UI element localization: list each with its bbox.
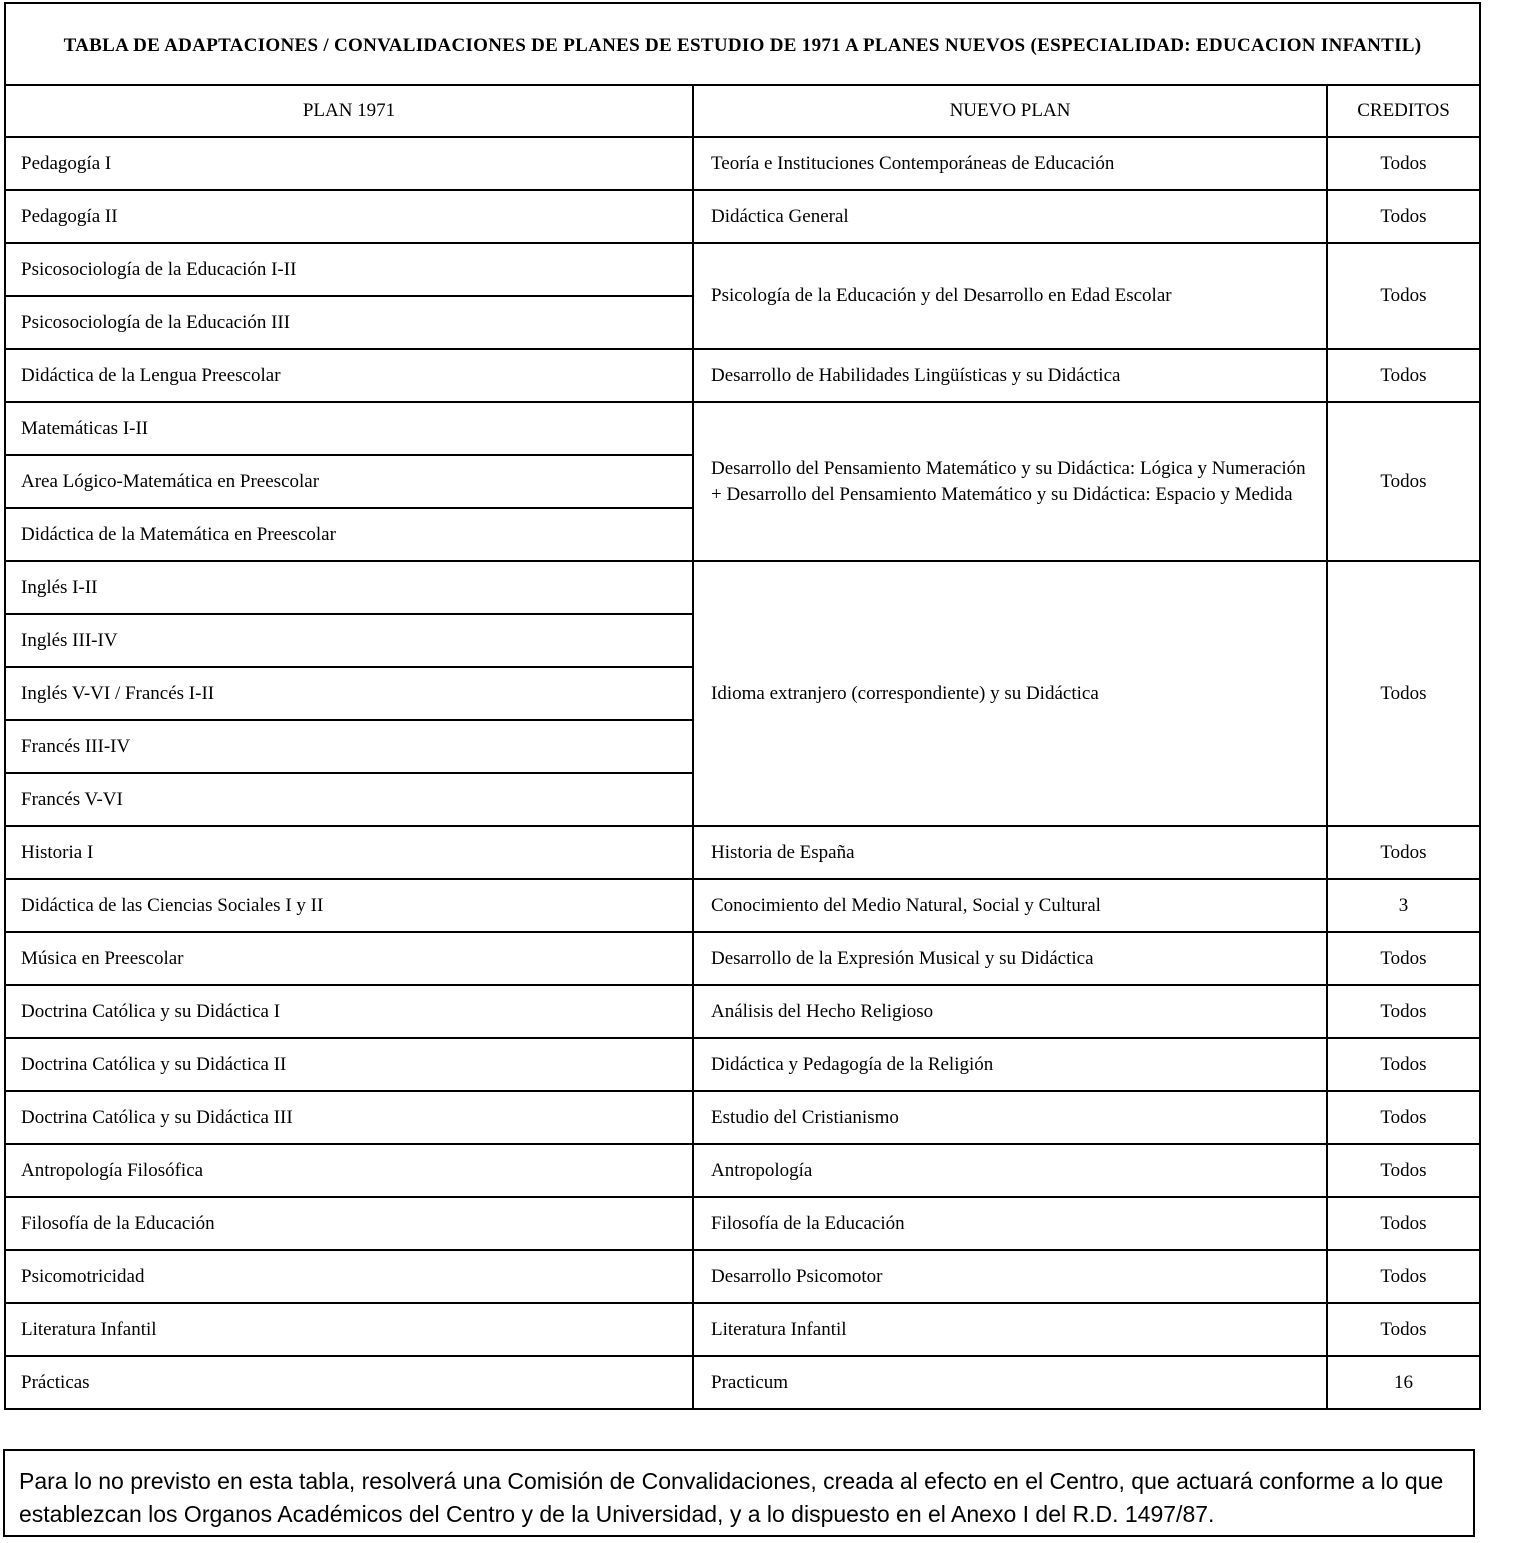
new-plan-subject: Estudio del Cristianismo: [693, 1091, 1327, 1144]
table-row: [5, 826, 1480, 879]
credits-value: Todos: [1327, 985, 1480, 1038]
old-plan-subject: Inglés V-VI / Francés I-II: [5, 667, 693, 720]
old-plan-subject: Literatura Infantil: [5, 1303, 693, 1356]
new-plan-subject: Practicum: [693, 1356, 1327, 1409]
new-plan-subject: Análisis del Hecho Religioso: [693, 985, 1327, 1038]
table-row: [5, 1038, 1480, 1091]
table-row: [5, 1303, 1480, 1356]
old-plan-subject: Inglés I-II: [5, 561, 693, 614]
credits-value: Todos: [1327, 349, 1480, 402]
credits-value: Todos: [1327, 190, 1480, 243]
table-row: [5, 1091, 1480, 1144]
table-row: [5, 190, 1480, 243]
credits-value: Todos: [1327, 137, 1480, 190]
old-plan-subject: Didáctica de la Matemática en Preescolar: [5, 508, 693, 561]
credits-value: Todos: [1327, 1091, 1480, 1144]
old-plan-subject: Matemáticas I-II: [5, 402, 693, 455]
old-plan-subject: Doctrina Católica y su Didáctica III: [5, 1091, 693, 1144]
old-plan-subject: Doctrina Católica y su Didáctica II: [5, 1038, 693, 1091]
table-row: [5, 1197, 1480, 1250]
credits-value: 3: [1327, 879, 1480, 932]
old-plan-subject: Filosofía de la Educación: [5, 1197, 693, 1250]
table-body: [5, 137, 1480, 1409]
credits-value: Todos: [1327, 243, 1480, 349]
credits-value: Todos: [1327, 1303, 1480, 1356]
credits-value: Todos: [1327, 932, 1480, 985]
old-plan-subject: Didáctica de la Lengua Preescolar: [5, 349, 693, 402]
table-row: [5, 1144, 1480, 1197]
old-plan-subject: Psicomotricidad: [5, 1250, 693, 1303]
new-plan-subject: Antropología: [693, 1144, 1327, 1197]
credits-value: Todos: [1327, 826, 1480, 879]
new-plan-subject: Conocimiento del Medio Natural, Social y Cultural: [693, 879, 1327, 932]
new-plan-subject: Teoría e Instituciones Contemporáneas de Educación: [693, 137, 1327, 190]
new-plan-subject: Desarrollo del Pensamiento Matemático y su Didáctica: Lógica y Numeración + Desarrollo del Pensamiento Matemático y su Didáctica: Espacio y Medida: [693, 402, 1327, 561]
credits-value: Todos: [1327, 561, 1480, 826]
new-plan-subject: Psicología de la Educación y del Desarrollo en Edad Escolar: [693, 243, 1327, 349]
new-plan-subject: Desarrollo de la Expresión Musical y su Didáctica: [693, 932, 1327, 985]
new-plan-subject: Filosofía de la Educación: [693, 1197, 1327, 1250]
credits-value: Todos: [1327, 1038, 1480, 1091]
new-plan-subject: Historia de España: [693, 826, 1327, 879]
table-row: [5, 879, 1480, 932]
table-row: [5, 561, 1480, 614]
old-plan-subject: Música en Preescolar: [5, 932, 693, 985]
new-plan-subject: Didáctica y Pedagogía de la Religión: [693, 1038, 1327, 1091]
footnote-box: Para lo no previsto en esta tabla, resolverá una Comisión de Convalidaciones, creada al efecto en el Centro, que actuará conforme a lo que establezcan los Organos Académicos del Centro y de la Universidad, y a lo dispuesto en el Anexo I del R.D. 1497/87.: [3, 1449, 1475, 1537]
header-plan1971: PLAN 1971: [5, 85, 693, 137]
credits-value: Todos: [1327, 1144, 1480, 1197]
convalidation-table: [4, 2, 1481, 1410]
new-plan-subject: Literatura Infantil: [693, 1303, 1327, 1356]
table-row: [5, 349, 1480, 402]
new-plan-subject: Desarrollo Psicomotor: [693, 1250, 1327, 1303]
new-plan-subject: Idioma extranjero (correspondiente) y su Didáctica: [693, 561, 1327, 826]
table-row: [5, 1356, 1480, 1409]
table-row: [5, 137, 1480, 190]
old-plan-subject: Psicosociología de la Educación III: [5, 296, 693, 349]
credits-value: 16: [1327, 1356, 1480, 1409]
old-plan-subject: Inglés III-IV: [5, 614, 693, 667]
table-row: [5, 402, 1480, 455]
table-title: TABLA DE ADAPTACIONES / CONVALIDACIONES DE PLANES DE ESTUDIO DE 1971 A PLANES NUEVOS (ESPECIALIDAD: EDUCACION INFANTIL): [5, 3, 1480, 85]
table-row: [5, 243, 1480, 296]
table-row: [5, 1250, 1480, 1303]
credits-value: Todos: [1327, 402, 1480, 561]
old-plan-subject: Historia I: [5, 826, 693, 879]
new-plan-subject: Desarrollo de Habilidades Lingüísticas y su Didáctica: [693, 349, 1327, 402]
old-plan-subject: Didáctica de las Ciencias Sociales I y II: [5, 879, 693, 932]
table-row: [5, 932, 1480, 985]
old-plan-subject: Area Lógico-Matemática en Preescolar: [5, 455, 693, 508]
old-plan-subject: Francés III-IV: [5, 720, 693, 773]
header-creditos: CREDITOS: [1327, 85, 1480, 137]
table-row: [5, 985, 1480, 1038]
old-plan-subject: Psicosociología de la Educación I-II: [5, 243, 693, 296]
new-plan-subject: Didáctica General: [693, 190, 1327, 243]
old-plan-subject: Doctrina Católica y su Didáctica I: [5, 985, 693, 1038]
credits-value: Todos: [1327, 1197, 1480, 1250]
old-plan-subject: Prácticas: [5, 1356, 693, 1409]
header-nuevo-plan: NUEVO PLAN: [693, 85, 1327, 137]
credits-value: Todos: [1327, 1250, 1480, 1303]
old-plan-subject: Antropología Filosófica: [5, 1144, 693, 1197]
old-plan-subject: Pedagogía II: [5, 190, 693, 243]
title-row: [5, 3, 1480, 85]
header-row: [5, 85, 1480, 137]
old-plan-subject: Pedagogía I: [5, 137, 693, 190]
old-plan-subject: Francés V-VI: [5, 773, 693, 826]
